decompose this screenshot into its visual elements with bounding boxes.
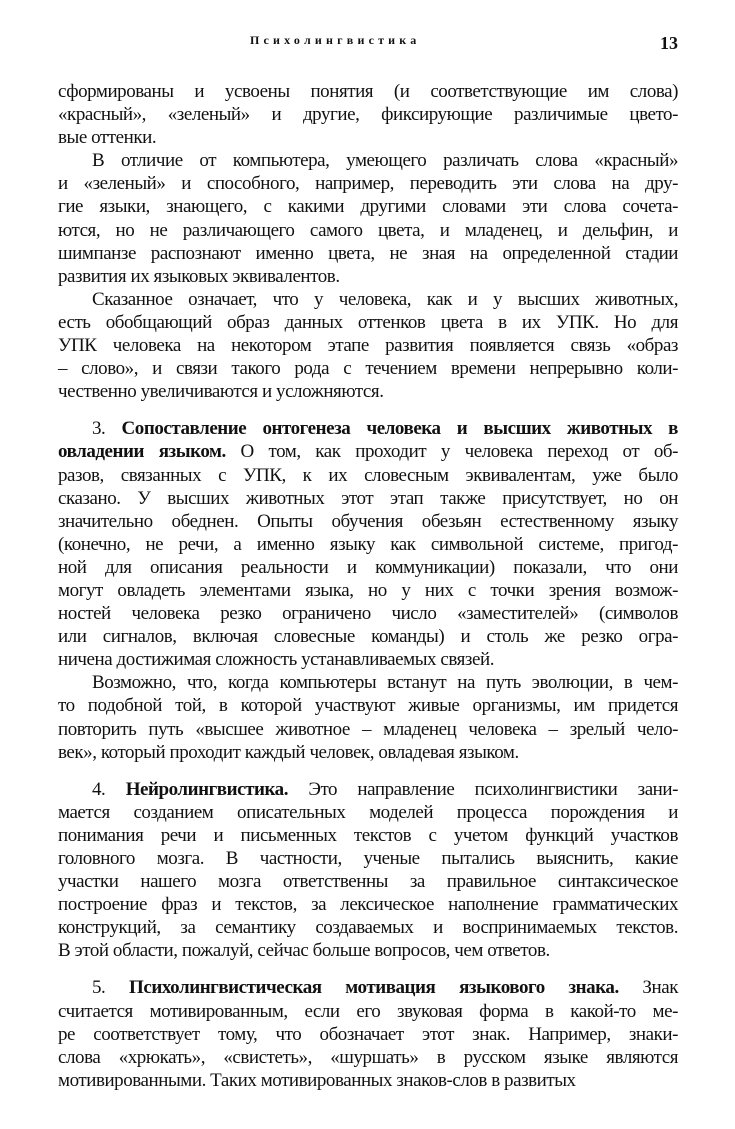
text-segment: Возможно, что, когда компьютеры встанут на путь эволюции, в чем- [92, 672, 678, 694]
text-line [58, 847, 678, 870]
text-line [58, 1069, 678, 1092]
text-segment: ной для описания реальности и коммуникации) показали, что они [58, 556, 678, 578]
text-line [58, 195, 678, 218]
text-segment: шимпанзе распознают именно цвета, не зная на определенной стадии [58, 242, 678, 264]
text-segment: понимания речи и письменных текстов с учетом функций участков [58, 824, 678, 846]
text-line [58, 510, 678, 533]
text-segment: сформированы и усвоены понятия (и соответствующие им слова) [58, 81, 678, 102]
text-segment: есть обобщающий образ данных оттенков цвета в их УПК. Но для [58, 311, 678, 333]
text-segment: разов, связанных с УПК, к их словесным эквивалентам, уже было [58, 464, 678, 486]
text-line [58, 801, 678, 824]
running-title: Психолингвистика [250, 33, 421, 47]
text-segment: 4. [92, 778, 126, 800]
text-line [58, 265, 678, 288]
text-line [58, 126, 678, 149]
text-line [58, 741, 678, 764]
paragraph [58, 976, 678, 1091]
text-segment: О том, как проходит у человека переход от об- [225, 441, 678, 463]
text-segment: то подобной той, в которой участвуют живые организмы, им придется [58, 695, 678, 717]
text-segment: ются, но не различающего самого цвета, и младенец, и дельфин, и [58, 219, 678, 241]
text-segment: В этой области, пожалуй, сейчас больше вопросов, чем ответов. [58, 940, 550, 962]
text-line [58, 1046, 678, 1069]
text-segment: чественно увеличиваются и усложняются. [58, 381, 384, 403]
text-line [58, 556, 678, 579]
text-segment: В отличие от компьютера, умеющего различать слова «красный» [92, 150, 678, 172]
paragraph [58, 80, 678, 149]
text-line [58, 149, 678, 172]
text-segment: головного мозга. В частности, ученые пытались выяснить, какие [58, 848, 678, 869]
text-line [58, 380, 678, 403]
paragraph [58, 149, 678, 288]
text-line [58, 487, 678, 510]
text-segment: развития их языковых эквивалентов. [58, 265, 340, 287]
text-segment: мается созданием описательных моделей процесса порождения и [58, 801, 678, 823]
page-header [0, 33, 735, 57]
page-body [58, 80, 678, 1092]
text-segment: участки нашего мозга ответственны за правильное синтаксическое [58, 871, 678, 893]
bold-heading-text: Психолингвистическая мотивация языкового знака. [129, 977, 619, 999]
text-segment: ре соответствует тому, что обозначает этот знак. Например, знаки- [58, 1023, 678, 1045]
text-line [58, 288, 678, 311]
bold-heading-text: овладении языком. [58, 441, 226, 463]
text-line [58, 533, 678, 556]
text-segment: ностей человека резко ограничено число «заместителей» (символов [58, 603, 678, 625]
text-segment: (конечно, не речи, а именно языку как символьной системе, пригод- [58, 533, 678, 555]
text-segment: считается мотивированным, если его звуковая форма в какой-то ме- [58, 1000, 678, 1022]
text-segment: Сказанное означает, что у человека, как и у высших животных, [92, 288, 678, 310]
text-segment: гие языки, знающего, с какими другими словами эти слова сочета- [58, 196, 678, 218]
text-segment: мотивированными. Таких мотивированных знаков-слов в развитых [58, 1069, 576, 1091]
text-line [58, 939, 678, 962]
text-segment: 5. [92, 977, 130, 999]
text-line [58, 976, 678, 999]
paragraph [58, 417, 678, 671]
text-segment: УПК человека на некотором этапе развития появляется связь «образ [58, 335, 678, 357]
text-line [58, 357, 678, 380]
text-segment: конструкций, за семантику создаваемых и воспринимаемых текстов. [58, 917, 678, 939]
text-line [58, 80, 678, 103]
text-line [58, 172, 678, 195]
text-line [58, 694, 678, 717]
text-line [58, 778, 678, 801]
text-line [58, 417, 678, 440]
bold-heading-text: Нейролингвистика. [125, 778, 289, 800]
text-line [58, 219, 678, 242]
text-segment: могут овладеть элементами языка, но у них с точки зрения возмож- [58, 579, 678, 601]
paragraph [58, 671, 678, 763]
text-segment: повторить путь «высшее животное – младенец человека – зрелый чело- [58, 718, 678, 740]
text-segment: построение фраз и текстов, за лексическое наполнение грамматических [58, 894, 678, 916]
text-line [58, 870, 678, 893]
text-segment: значительно обеднен. Опыты обучения обезьян естественному языку [58, 510, 678, 532]
text-line [58, 648, 678, 671]
text-line [58, 242, 678, 265]
text-line [58, 1023, 678, 1046]
text-segment: и «зеленый» и способного, например, переводить эти слова на дру- [58, 173, 678, 195]
text-line [58, 334, 678, 357]
text-segment: ничена достижимая сложность устанавливаемых связей. [58, 649, 494, 671]
text-segment: или сигналов, включая словесные команды) и столь же резко огра- [58, 626, 678, 648]
text-segment: Знак [618, 977, 678, 999]
text-line [58, 625, 678, 648]
text-line [58, 579, 678, 602]
text-line [58, 602, 678, 625]
text-line [58, 311, 678, 334]
text-segment: слова «хрюкать», «свистеть», «шуршать» в русском языке являются [58, 1046, 678, 1068]
text-segment: век», который проходит каждый человек, овладевая языком. [58, 741, 519, 763]
text-line [58, 824, 678, 847]
text-line [58, 916, 678, 939]
text-segment: Это направление психолингвистики зани- [288, 778, 678, 800]
text-segment: «красный», «зеленый» и другие, фиксирующие различимые цвето- [58, 104, 678, 126]
text-segment: – слово», и связи такого рода с течением времени непрерывно коли- [58, 358, 678, 380]
text-line [58, 718, 678, 741]
text-segment: вые оттенки. [58, 127, 157, 149]
text-line [58, 893, 678, 916]
text-line [58, 671, 678, 694]
text-line [58, 1000, 678, 1023]
page-number: 13 [660, 33, 678, 53]
paragraph [58, 288, 678, 403]
bold-heading-text: Сопоставление онтогенеза человека и высших животных в [121, 418, 678, 440]
text-line [58, 464, 678, 487]
text-line [58, 440, 678, 463]
text-segment: сказано. У высших животных этот этап также присутствует, но он [58, 487, 678, 509]
text-line [58, 103, 678, 126]
text-segment: 3. [92, 418, 122, 440]
paragraph [58, 778, 678, 963]
